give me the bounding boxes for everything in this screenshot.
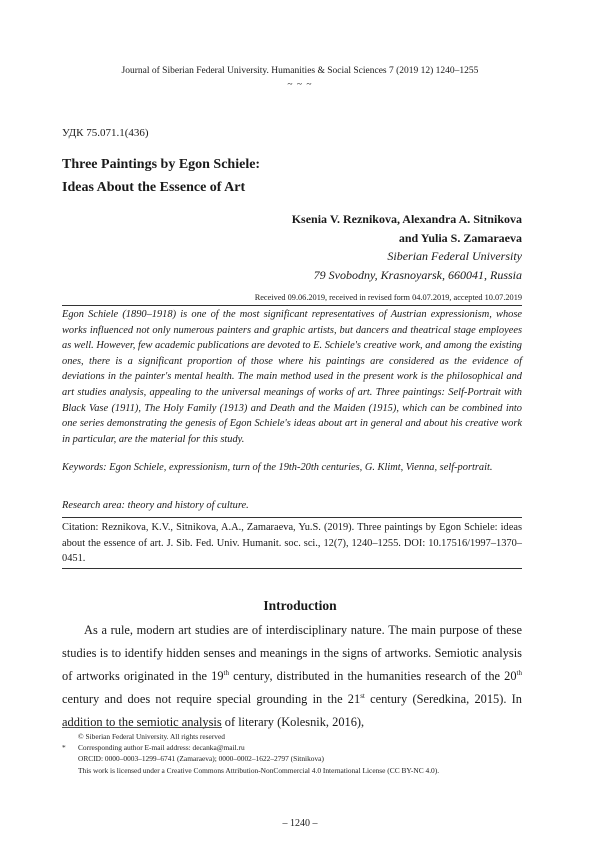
footnote-line	[62, 765, 532, 776]
header-ornament: ~ ~ ~	[287, 80, 313, 90]
footnote-text: Corresponding author E-mail address: decanka@mail.ru	[78, 743, 245, 753]
body-text-segment: century and does not require special grounding in the 21	[62, 692, 361, 706]
footnote-mark	[62, 765, 78, 776]
superscript: th	[223, 669, 229, 677]
body-text	[62, 619, 522, 734]
authors-line-1: Ksenia V. Reznikova, Alexandra A. Sitnikova	[291, 212, 522, 226]
journal-header: Journal of Siberian Federal University. Humanities & Social Sciences 7 (2019 12) 1240–1255	[121, 66, 479, 76]
section-heading-introduction: Introduction	[263, 598, 337, 613]
footnote-text: This work is licensed under a Creative Commons Attribution-NonCommercial 4.0 International License (CC BY-NC 4.0).	[78, 765, 440, 775]
page-number: – 1240 –	[282, 818, 318, 829]
authors-line-2: and Yulia S. Zamaraeva	[398, 231, 522, 245]
footnote-line	[62, 731, 532, 742]
footnote-line	[62, 753, 532, 764]
footnote-mark	[62, 731, 78, 742]
body-paragraph	[62, 619, 522, 734]
title-line-2: Ideas About the Essence of Art	[62, 180, 246, 195]
body-text-segment: century, distributed in the humanities research of the 20	[229, 669, 517, 683]
udk-code: УДК 75.071.1(436)	[62, 127, 149, 139]
citation-bottom-rule	[62, 568, 522, 569]
footnotes	[62, 731, 532, 776]
footnote-line	[62, 742, 532, 753]
affiliation	[102, 247, 522, 285]
footnote-mark	[62, 753, 78, 764]
citation-top-rule	[62, 517, 522, 518]
received-dates: Received 09.06.2019, received in revised form 04.07.2019, accepted 10.07.2019	[254, 293, 522, 302]
authors	[102, 210, 522, 248]
citation: Citation: Reznikova, K.V., Sitnikova, A.A., Zamaraeva, Yu.S. (2019). Three paintings by Egon Schiele: ideas about the essence of art. J. Sib. Fed. Univ. Humanit. soc. sci., 12(7), 1240–1255. DOI: 10.17516/1997–1370–0451.	[62, 522, 522, 565]
research-area: Research area: theory and history of culture.	[62, 500, 249, 511]
title-line-1: Three Paintings by Egon Schiele:	[62, 157, 261, 172]
footnote-rule	[62, 727, 222, 728]
superscript: st	[360, 692, 365, 700]
footnote-text: ORCID: 0000–0003–1299–6741 (Zamaraeva); 0000–0002–1622–2797 (Sitnikova)	[78, 754, 324, 764]
footnote-mark: *	[62, 743, 66, 753]
footnote-text: © Siberian Federal University. All rights reserved	[78, 732, 225, 741]
paper-title	[62, 153, 260, 199]
superscript: th	[516, 669, 522, 677]
abstract-top-rule	[62, 305, 522, 306]
affiliation-line-2: 79 Svobodny, Krasnoyarsk, 660041, Russia	[313, 268, 522, 282]
body-text-segment: century (Seredkina, 2015). In addition to the semiotic analysis of literary (Kolesnik, 2016),	[62, 692, 522, 729]
abstract: Egon Schiele (1890–1918) is one of the most significant representatives of Austrian expressionism, whose works influenced not only numerous painters and graphic artists, but dancers and theatrical stage employees as well. However, few academic publications are devoted to E. Schiele's creative work, and among the existing ones, there is a significant proportion of those where his paintings are considered as the evidence of deviations in the painter's mental health. The main method used in the present work is the philosophical and art studies analysis, appealing to the universal meanings of works of art. Three paintings: Self-Portrait with Black Vase (1911), The Holy Family (1913) and Death and the Maiden (1915), which can be combined into one series demonstrating the genesis of Egon Schiele's ideas about art in general and about his creative work in particular, are the material for this study.	[62, 309, 522, 445]
body-text-segment: As a rule, modern art studies are of interdisciplinary nature. The main purpose of these studies is to identify hidden senses and meanings in the signs of artworks. Semiotic analysis of artworks originated in the 19	[62, 623, 522, 683]
affiliation-line-1: Siberian Federal University	[387, 249, 522, 263]
keywords: Keywords: Egon Schiele, expressionism, turn of the 19th-20th centuries, G. Klimt, Vienna, self-portrait.	[62, 462, 493, 473]
